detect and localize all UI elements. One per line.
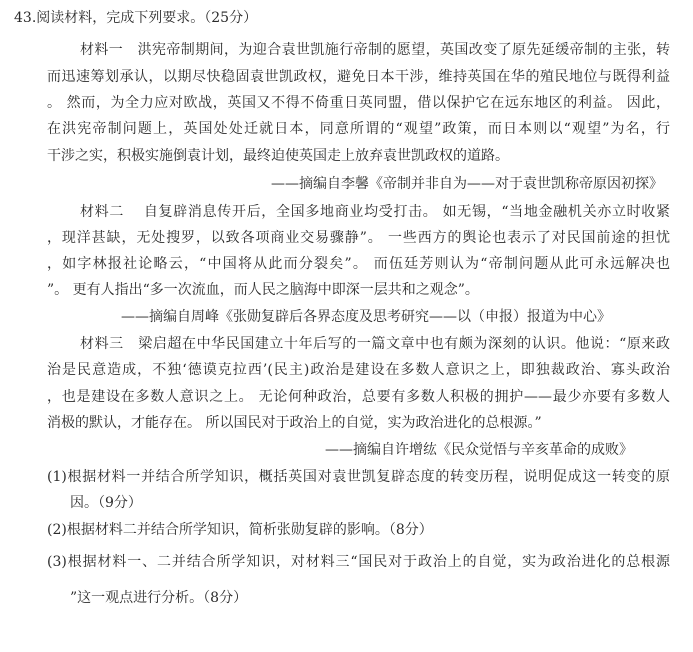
material-line: 治是民意造成，不独‘德谟克拉西’(民主)政治是建设在多数人意识之上，即独裁政治、寡头政治	[47, 362, 670, 378]
material-line: 。 然而，为全力应对欧战，英国又不得不倚重日英同盟，借以保护它在远东地区的利益。 因此，	[47, 95, 670, 111]
material-line: ，现洋甚缺，无处搜罗，以致各项商业交易骤静”。 一些西方的舆论也表示了对民国前途的担忧	[47, 230, 670, 246]
material-line: 材料二 自复辟消息传开后，全国多地商业均受打击。 如无锡，“当地金融机关亦立时收紧	[80, 204, 670, 220]
material-line: ，如字林报社论略云，“中国将从此而分裂矣”。 而伍廷芳则认为“帝制问题从此可永远解决也	[47, 256, 670, 272]
material-line: 在洪宪帝制问题上，英国处处迁就日本，同意所谓的“观望”政策，而日本则以“观望”为名，行	[47, 121, 670, 137]
question-3-cont: ”这一观点进行分析。（8分）	[70, 590, 248, 606]
question-1-cont: 因。（9分）	[70, 495, 142, 511]
question-1: (1)根据材料一并结合所学知识，概括英国对袁世凯复辟态度的转变历程，说明促成这一转变的原	[47, 469, 670, 485]
material-line: 材料三 梁启超在中华民国建立十年后写的一篇文章中也有颇为深刻的认识。他说：“原来政	[80, 336, 670, 352]
material-line: 消极的默认，才能存在。 所以国民对于政治上的自觉，实为政治进化的总根源。”	[47, 415, 542, 431]
material-source: ——摘编自许增纮《民众觉悟与辛亥革命的成败》	[325, 442, 633, 458]
material-source: ——摘编自李馨《帝制并非自为——对于袁世凯称帝原因初探》	[271, 176, 663, 192]
material-line: 材料一 洪宪帝制期间，为迎合袁世凯施行帝制的愿望，英国改变了原先延缓帝制的主张，转	[80, 42, 670, 58]
question-2: (2)根据材料二并结合所学知识，简析张勋复辟的影响。（8分）	[47, 522, 433, 538]
question-3: (3)根据材料一、二并结合所学知识，对材料三“国民对于政治上的自觉，实为政治进化的总根源	[47, 554, 670, 570]
material-source: ——摘编自周峰《张勋复辟后各界态度及思考研究——以（申报）报道为中心》	[121, 309, 611, 325]
material-line: 而迅速筹划承认，以期尽快稳固袁世凯政权，避免日本干涉，维持英国在华的殖民地位与既得利益	[47, 69, 670, 85]
material-line: 干涉之实，积极实施倒袁计划，最终迫使英国走上放弃袁世凯政权的道路。	[47, 148, 509, 164]
question-title: 43.阅读材料，完成下列要求。（25分）	[14, 10, 258, 26]
material-line: ”。 更有人指出“多一次流血，而人民之脑海中即深一层共和之观念”。	[47, 282, 479, 298]
material-line: ，也是建设在多数人意识之上。 无论何种政治，总要有多数人积极的拥护——最少亦要有多数人	[47, 389, 670, 405]
